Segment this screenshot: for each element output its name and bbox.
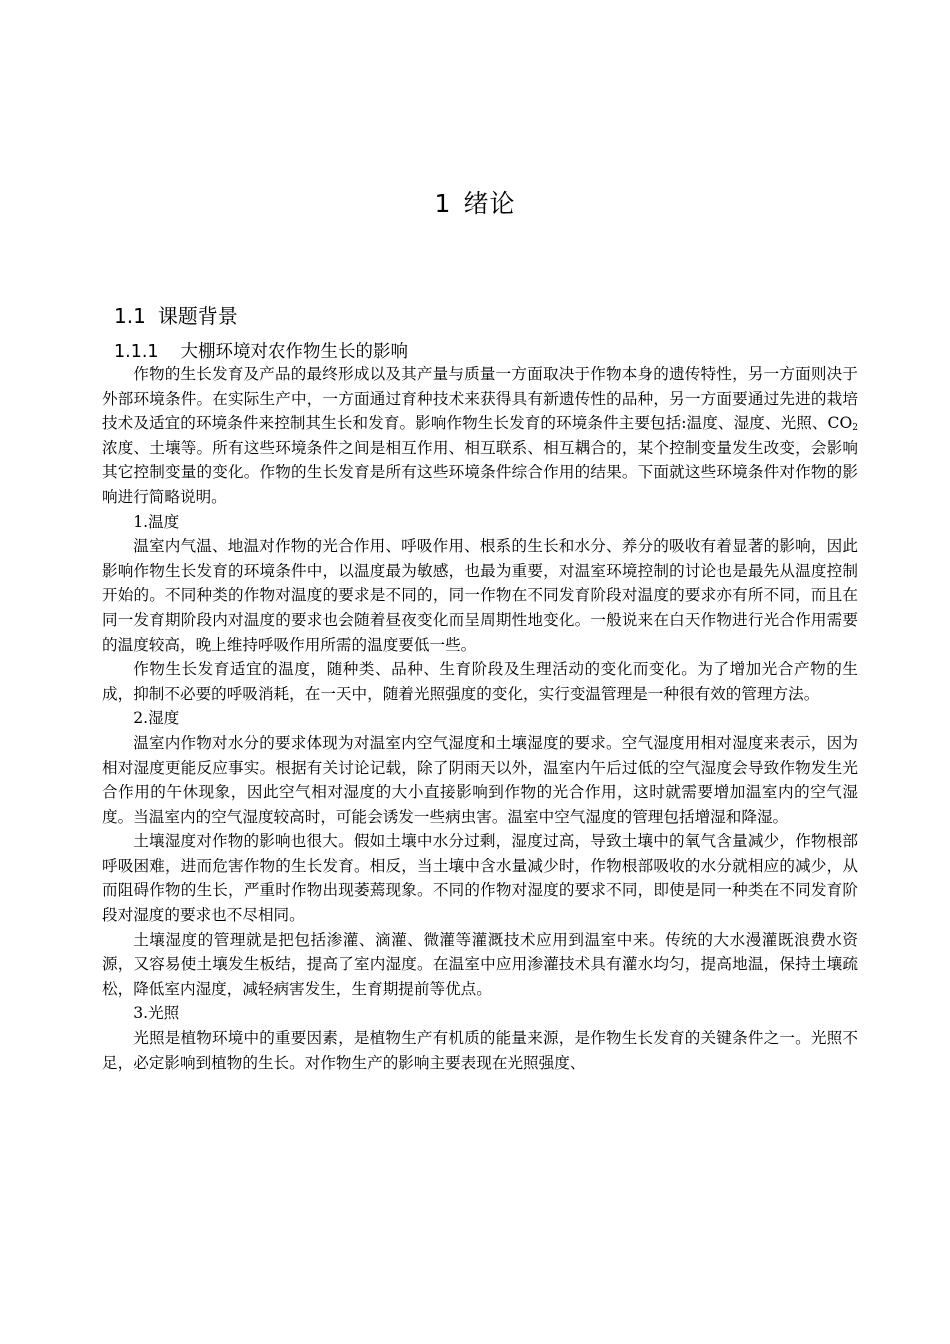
humidity-paragraph-3: 土壤湿度的管理就是把包括渗灌、滴灌、微灌等灌溉技术应用到温室中来。传统的大水漫灌既浪费水资源，又容易使土壤发生板结，提高了室内湿度。在温室中应用渗灌技术具有灌水均匀，提高地温，保持土壤疏松，降低室内湿度，减轻病害发生，生育期提前等优点。 <box>102 930 858 998</box>
body-text <box>102 362 858 1075</box>
temperature-label: 1.温度 <box>133 512 180 531</box>
intro-text-part2: 浓度、土壤等。所有这些环境条件之间是相互作用、相互联系、相互耦合的，某个控制变量发生改变，会影响其它控制变量的变化。作物的生长发育是所有这些环境条件综合作用的结果。下面就这些环境条件对作物的影响进行简略说明。 <box>102 438 858 506</box>
intro-text-part1: 作物的生长发育及产品的最终形成以及其产量与质量一方面取决于作物本身的遗传特性，另一方面则决于外部环境条件。在实际生产中，一方面通过育种技术来获得具有新遗传性的品种，另一方面要通过先进的栽培技术及适宜的环境条件来控制其生长和发育。影响作物生长发育的环境条件主要包括:温度、湿度、光照、CO <box>102 365 858 433</box>
chapter-heading <box>0 184 950 220</box>
humidity-label: 2.湿度 <box>133 709 180 728</box>
chapter-number: 1 <box>434 189 452 218</box>
section-number: 1.1 <box>114 304 146 328</box>
humidity-paragraph-1: 温室内作物对水分的要求体现为对温室内空气湿度和土壤湿度的要求。空气湿度用相对湿度来表示，因为相对湿度更能反应事实。根据有关讨论记载，除了阴雨天以外，温室内午后过低的空气湿度会导致作物发生光合作用的午休现象，因此空气相对湿度的大小直接影响到作物的光合作用，这时就需要增加温室内的空气湿度。当温室内的空气湿度较高时，可能会诱发一些病虫害。温室中空气湿度的管理包括增湿和降湿。 <box>102 733 858 826</box>
intro-paragraph <box>102 362 858 510</box>
section-heading <box>114 300 238 329</box>
light-label: 3.光照 <box>133 1004 180 1023</box>
co2-subscript: 2 <box>852 423 858 434</box>
humidity-paragraph-2: 土壤湿度对作物的影响也很大。假如土壤中水分过剩，湿度过高，导致土壤中的氧气含量减少，作物根部呼吸困难，进而危害作物的生长发育。相反，当土壤中含水量减少时，作物根部吸收的水分就相应的减少，从而阻碍作物的生长，严重时作物出现萎蔫现象。不同的作物对湿度的要求不同，即使是同一种类在不同发育阶段对湿度的要求也不尽相同。 <box>102 832 858 925</box>
light-paragraph-1: 光照是植物环境中的重要因素，是植物生产有机质的能量来源，是作物生长发育的关键条件之一。光照不足，必定影响到植物的生长。对作物生产的影响主要表现在光照强度、 <box>102 1029 858 1072</box>
subsection-number: 1.1.1 <box>114 342 159 362</box>
section-title: 课题背景 <box>157 304 238 328</box>
temperature-paragraph-1: 温室内气温、地温对作物的光合作用、呼吸作用、根系的生长和水分、养分的吸收有着显著的影响，因此影响作物生长发育的环境条件中，以温度最为敏感，也最为重要，对温室环境控制的讨论也是最先从温度控制开始的。不同种类的作物对温度的要求是不同的，同一作物在不同发育阶段对温度的要求亦有所不同，而且在同一发育期阶段内对温度的要求也会随着昼夜变化而呈周期性地变化。一般说来在白天作物进行光合作用需要的温度较高，晚上维持呼吸作用所需的温度要低一些。 <box>102 537 858 654</box>
chapter-title: 绪论 <box>463 189 516 218</box>
subsection-heading <box>114 338 408 363</box>
temperature-paragraph-2: 作物生长发育适宜的温度，随种类、品种、生育阶段及生理活动的变化而变化。为了增加光合产物的生成，抑制不必要的呼吸消耗，在一天中，随着光照强度的变化，实行变温管理是一种很有效的管理方法。 <box>102 660 858 703</box>
subsection-title: 大棚环境对农作物生长的影响 <box>180 342 409 362</box>
